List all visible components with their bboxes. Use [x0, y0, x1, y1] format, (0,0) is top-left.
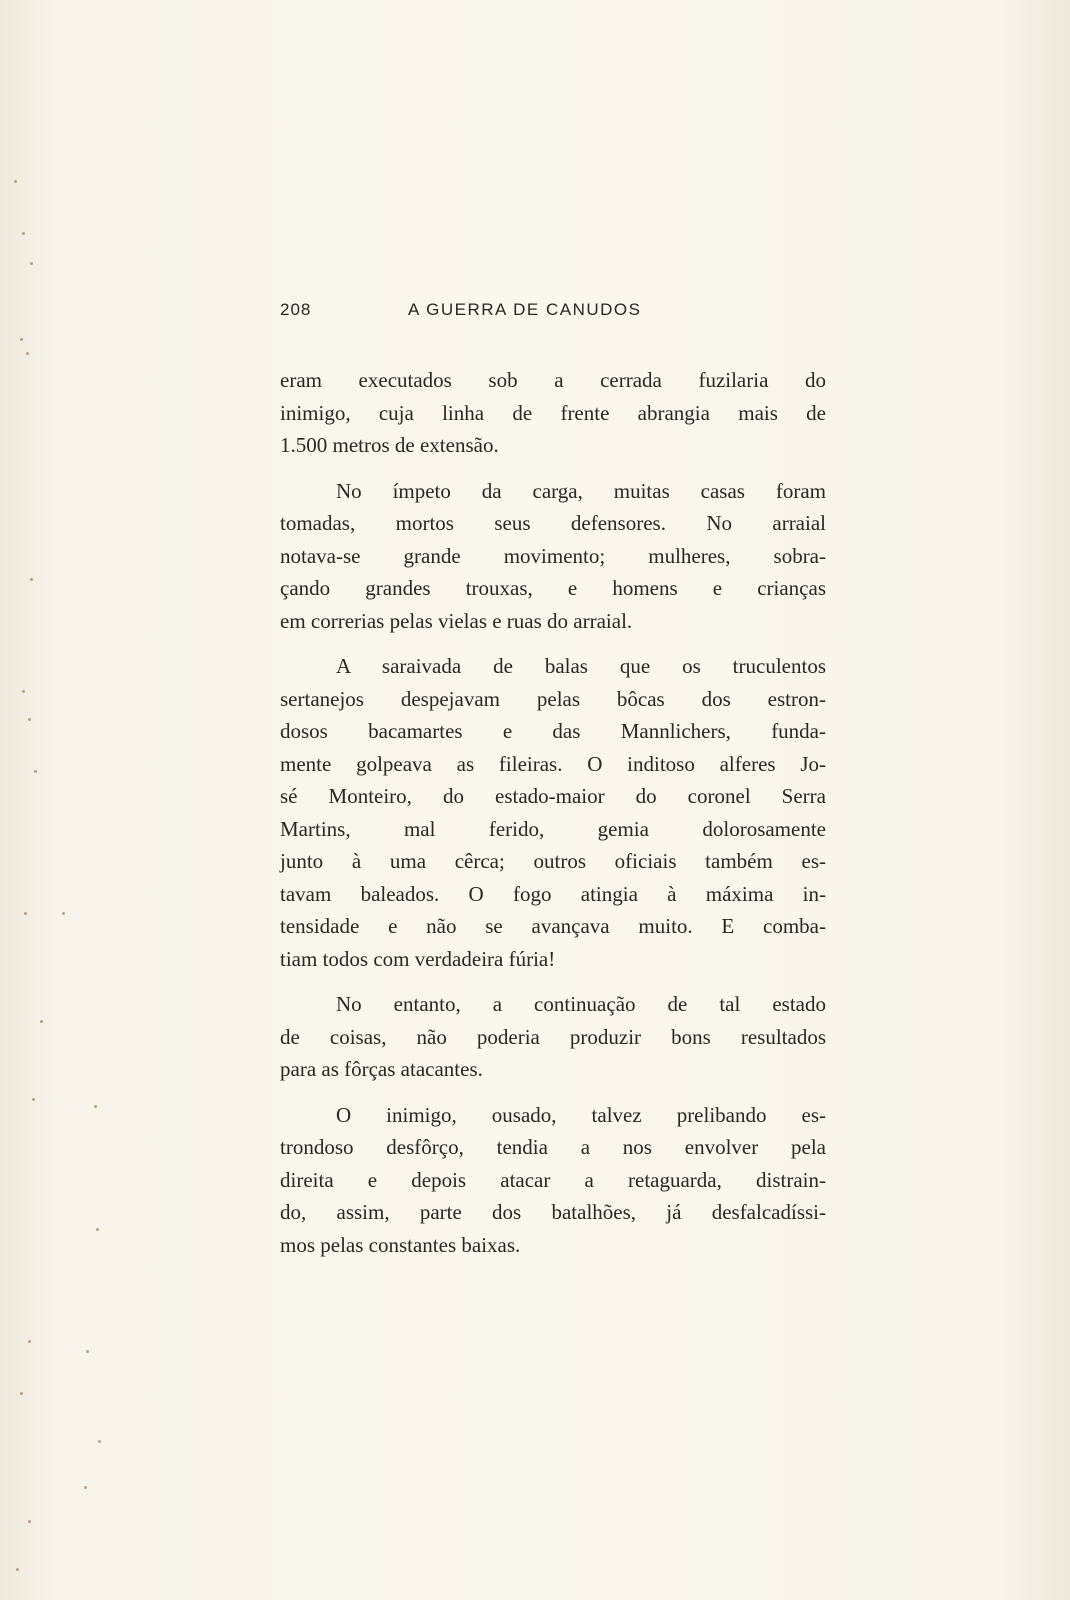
paragraph [280, 650, 826, 975]
text-line: inimigo, cuja linha de frente abrangia mais de [280, 400, 826, 425]
text-line: junto à uma cêrca; outros oficiais também es- [280, 849, 826, 873]
paragraph [280, 988, 826, 1086]
text-line: çando grandes trouxas, e homens e crianças [280, 576, 826, 600]
scan-speck [16, 1568, 19, 1571]
paragraph [280, 475, 826, 638]
text-line: eram executados sob a cerrada fuzilaria do [280, 368, 826, 392]
text-line: tomadas, mortos seus defensores. No arraial [280, 511, 826, 535]
text-line: trondoso desfôrço, tendia a nos envolver pela [280, 1135, 826, 1159]
text-line: notava-se grande movimento; mulheres, sobra- [280, 543, 826, 568]
text-line: No entanto, a continuação de tal estado [336, 992, 826, 1016]
scan-speck [98, 1440, 101, 1443]
text-line: 1.500 metros de extensão. [280, 433, 499, 457]
text-line: Martins, mal ferido, gemia dolorosamente [280, 816, 826, 841]
text-line: No ímpeto da carga, muitas casas foram [336, 478, 826, 503]
scan-speck [28, 1340, 31, 1343]
text-line: em correrias pelas vielas e ruas do arraial. [280, 608, 633, 633]
scan-speck [32, 1098, 35, 1101]
scan-speck [22, 690, 25, 693]
text-line: mos pelas constantes baixas. [280, 1232, 521, 1257]
scan-speck [22, 232, 25, 235]
text-line: tiam todos com verdadeira fúria! [280, 946, 556, 971]
scan-speck [94, 1105, 97, 1108]
text-line: O inimigo, ousado, talvez prelibando es- [336, 1102, 826, 1127]
paragraph [280, 1099, 826, 1262]
text-line: de coisas, não poderia produzir bons resultados [280, 1024, 826, 1049]
text-line: para as fôrças atacantes. [280, 1057, 483, 1081]
text-line: dosos bacamartes e das Mannlichers, funda- [280, 719, 826, 743]
scan-speck [40, 1020, 43, 1023]
paragraph [280, 364, 826, 462]
scan-speck [96, 1228, 99, 1231]
text-line: do, assim, parte dos batalhões, já desfalcadíssi- [280, 1200, 826, 1224]
scan-speck [24, 912, 27, 915]
scan-speck [28, 718, 31, 721]
text-line: mente golpeava as fileiras. O inditoso alferes Jo- [280, 751, 826, 776]
scan-speck [34, 770, 37, 773]
scan-speck [20, 1392, 23, 1395]
scan-speck [86, 1350, 89, 1353]
scan-speck [20, 338, 23, 341]
scan-speck [30, 578, 33, 581]
body-text [280, 364, 826, 1261]
text-line: tensidade e não se avançava muito. E comba- [280, 914, 826, 938]
scan-speck [28, 1520, 31, 1523]
text-line: sé Monteiro, do estado-maior do coronel Serra [280, 784, 826, 808]
scan-speck [30, 262, 33, 265]
scan-speck [14, 180, 17, 183]
scan-speck [62, 912, 65, 915]
text-line: direita e depois atacar a retaguarda, distrain- [280, 1167, 826, 1192]
text-line: tavam baleados. O fogo atingia à máxima in- [280, 881, 826, 906]
scan-speck [26, 352, 29, 355]
running-title: A GUERRA DE CANUDOS [408, 300, 642, 319]
scan-speck [84, 1486, 87, 1489]
text-line: A saraivada de balas que os truculentos [336, 654, 826, 678]
text-line: sertanejos despejavam pelas bôcas dos estron- [280, 686, 826, 711]
page-number: 208 [280, 300, 312, 319]
